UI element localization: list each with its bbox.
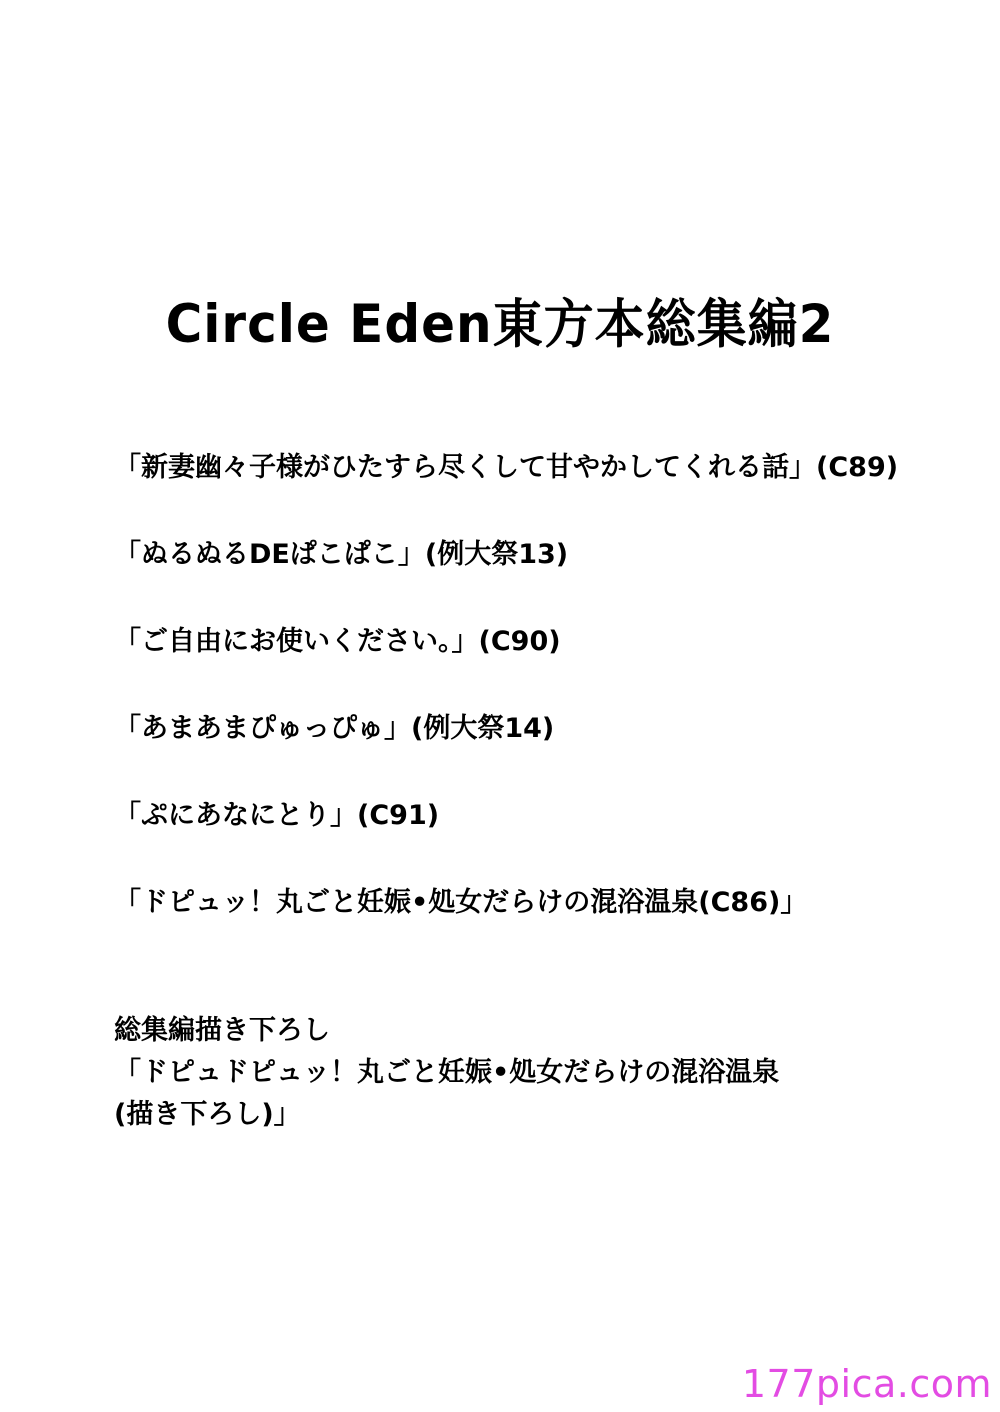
work-item: 「ドピュッ！丸ごと妊娠•処女だらけの混浴温泉(C86)」: [114, 887, 808, 918]
site-watermark: 177pica.com: [741, 1362, 992, 1406]
work-item: 「ご自由にお使いください。」(C90): [114, 626, 561, 657]
work-item: 「新妻幽々子様がひたすら尽くして甘やかしてくれる話」(C89): [114, 452, 899, 483]
bonus-title-line-1: 「ドピュドピュッ！丸ごと妊娠•処女だらけの混浴温泉: [114, 1057, 780, 1088]
book-title: Circle Eden東方本総集編2: [165, 293, 835, 355]
work-item: 「ぬるぬるDEぱこぱこ」(例大祭13): [114, 539, 569, 570]
bonus-section: [114, 1010, 974, 1136]
work-item: 「ぷにあなにとり」(C91): [114, 800, 440, 831]
works-list: [114, 446, 974, 968]
bonus-title-line-2: (描き下ろし)」: [114, 1099, 301, 1130]
bonus-heading: 総集編描き下ろし: [114, 1015, 330, 1046]
work-item: 「あまあまぴゅっぴゅ」(例大祭14): [114, 713, 555, 744]
